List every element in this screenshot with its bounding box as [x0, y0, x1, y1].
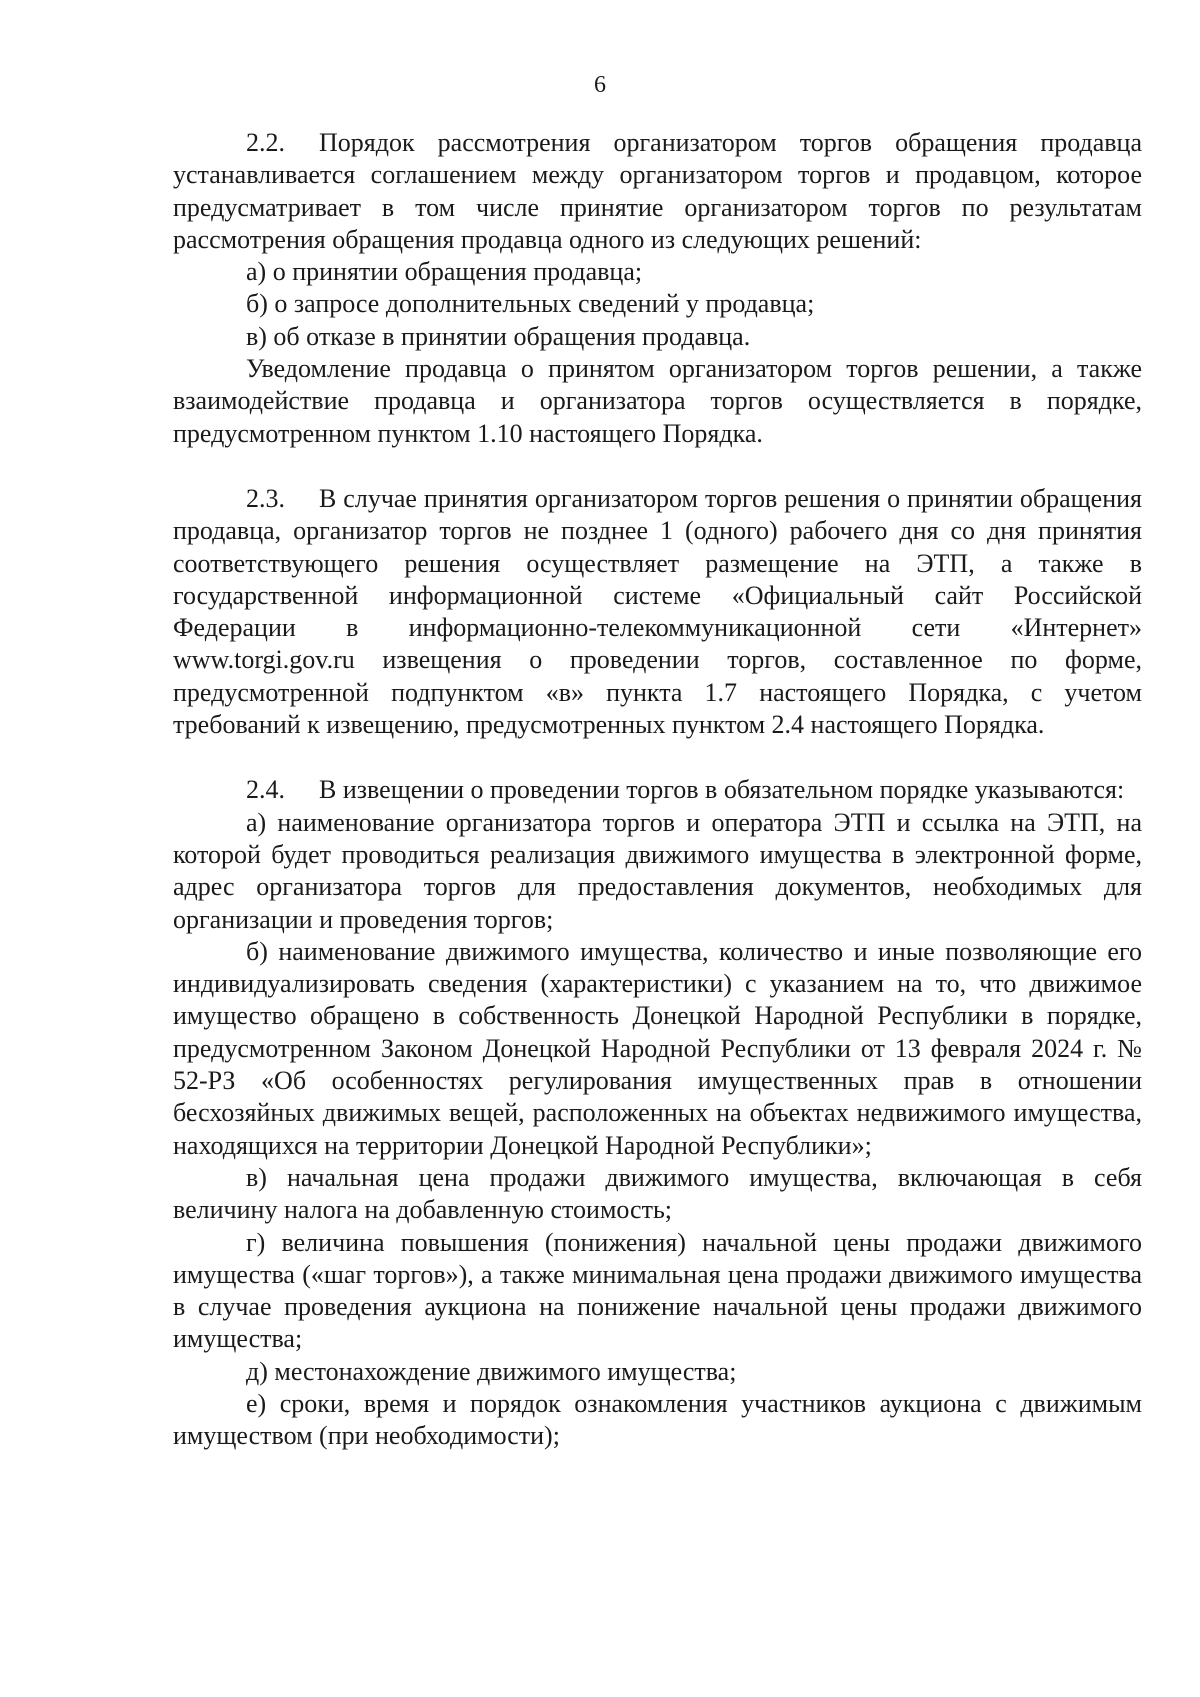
section-number: 2.3. [246, 483, 285, 513]
section-2-3-lead [173, 483, 1142, 741]
section-number: 2.2. [246, 128, 285, 157]
section-number: 2.4. [246, 775, 285, 805]
section-2-4-lead [173, 774, 1142, 806]
list-item: б) наименование движимого имущества, количество и иные позволяющие его индивидуализировать сведения (характеристики) с указанием на то, что движимое имущество обращено в собственность Донецкой Народной Республики в порядке, предусмотренном Законом Донецкой Народной Республики от 13 февраля 2024 г. № 52-РЗ «Об особенностях регулирования имущественных прав в отношении бесхозяйных движимых вещей, расположенных на объектах недвижимого имущества, находящихся на территории Донецкой Народной Республики»; [173, 936, 1142, 1160]
paragraph: Уведомление продавца о принятом организатором торгов решении, а также взаимодействие продавца и организатора торгов осуществляется в порядке, предусмотренном пунктом 1.10 настоящего Порядка. [173, 354, 1142, 448]
section-2-3 [173, 483, 1142, 741]
section-spacer [173, 450, 1142, 483]
section-2-2 [173, 127, 1142, 450]
page-number: 6 [594, 72, 606, 98]
document-body [173, 127, 1142, 1453]
list-item: д) местонахождение движимого имущества; [246, 1356, 737, 1386]
section-2-2-lead [173, 127, 1142, 256]
section-text: В извещении о проведении торгов в обязательном порядке указываются: [319, 775, 1125, 805]
list-item: б) о запросе дополнительных сведений у продавца; [246, 289, 815, 319]
list-item: в) начальная цена продажи движимого имущества, включающая в себя величину налога на добавленную стоимость; [173, 1162, 1142, 1225]
list-item: а) о принятии обращения продавца; [246, 257, 643, 287]
section-text: В случае принятия организатором торгов решения о принятии обращения продавца, организатор торгов не позднее 1 (одного) рабочего дня со дня принятия соответствующего решения осуществляет размещение на ЭТП, а также в государственной информационной системе «Официальный сайт Российской Федерации в информационно-телекоммуникационной сети «Интернет» www.torgi.gov.ru извещения о проведении торгов, составленное по форме, предусмотренной подпунктом «в» пункта 1.7 настоящего Порядка, с учетом требований к извещению, предусмотренных пунктом 2.4 настоящего Порядка. [173, 483, 1142, 740]
list-item: г) величина повышения (понижения) начальной цены продажи движимого имущества («шаг торгов»), а также минимальная цена продажи движимого имущества в случае проведения аукциона на понижение начальной цены продажи движимого имущества; [173, 1227, 1142, 1354]
section-2-4 [173, 774, 1142, 1452]
list-item: в) об отказе в принятии обращения продавца. [246, 321, 751, 351]
list-item: е) сроки, время и порядок ознакомления участников аукциона с движимым имуществом (при необходимости); [173, 1388, 1142, 1451]
section-text: Порядок рассмотрения организатором торгов обращения продавца устанавливается соглашением между организатором торгов и продавцом, которое предусматривает в том числе принятие организатором торгов по результатам рассмотрения обращения продавца одного из следующих решений: [173, 128, 1142, 254]
list-item: а) наименование организатора торгов и оператора ЭТП и ссылка на ЭТП, на которой будет проводиться реализация движимого имущества в электронной форме, адрес организатора торгов для предоставления документов, необходимых для организации и проведения торгов; [173, 807, 1142, 934]
section-spacer [173, 741, 1142, 774]
